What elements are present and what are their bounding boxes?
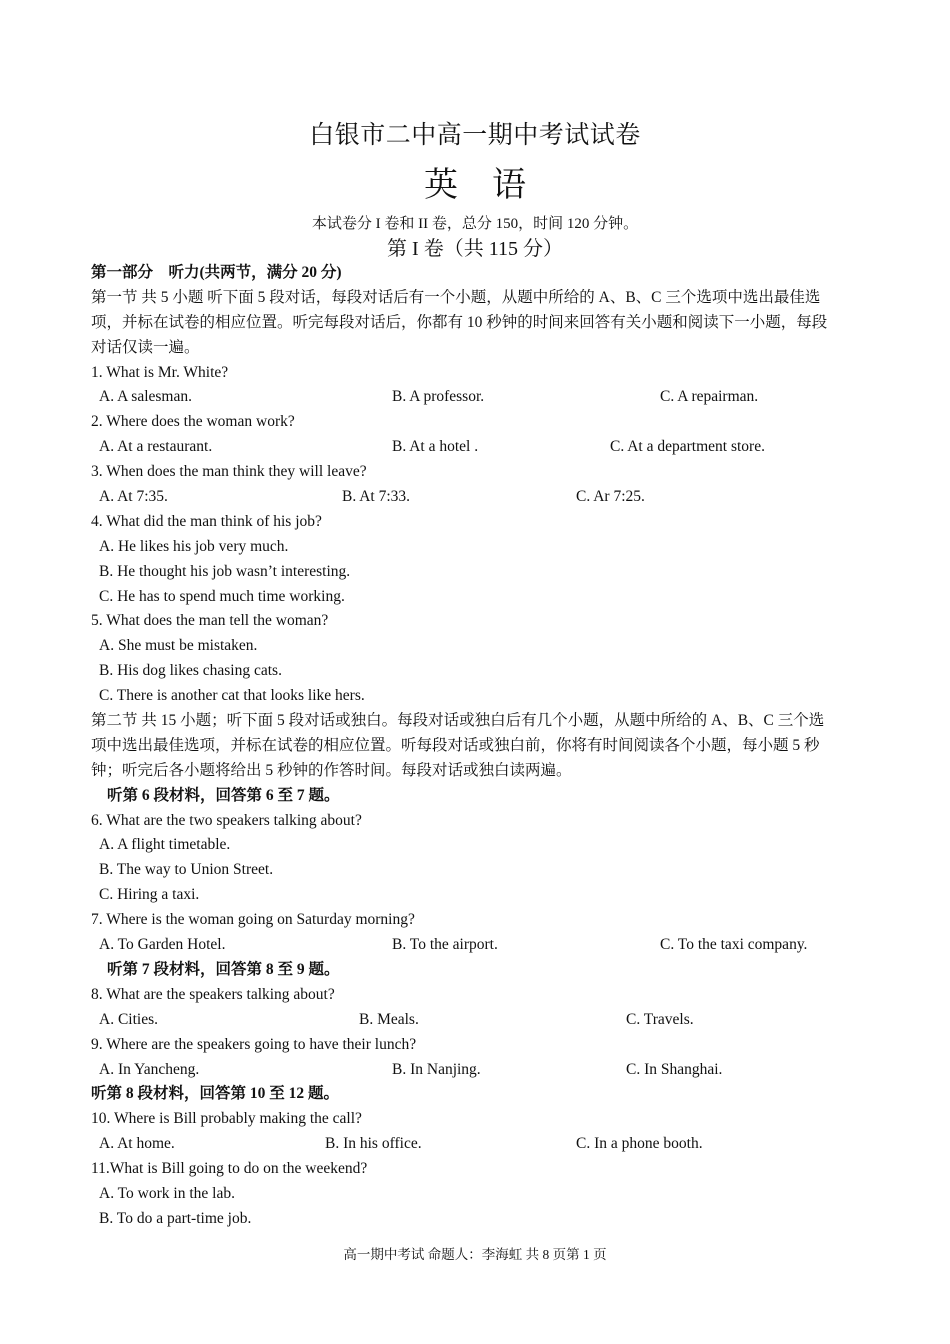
- page-footer: 高一期中考试 命题人：李海虹 共 8 页第 1 页: [343, 1247, 607, 1262]
- question-stem: 7. Where is the woman going on Saturday morning?: [91, 911, 415, 929]
- exam-title: 白银市二中高一期中考试试卷: [309, 122, 641, 149]
- question-stem: 4. What did the man think of his job?: [91, 512, 322, 530]
- option-c: C. A repairman.: [660, 388, 759, 406]
- section2-instruction-line: 钟；听完后各小题将给出 5 秒钟的作答时间。每段对话或独白读两遍。: [91, 761, 572, 779]
- option-row: [91, 385, 861, 410]
- section1-instruction-line: 对话仅读一遍。: [91, 338, 200, 356]
- option-a: A. At 7:35.: [99, 488, 168, 506]
- option-a: A. To work in the lab.: [99, 1184, 235, 1202]
- subject-title: 英 语: [424, 167, 526, 204]
- option-b: B. A professor.: [392, 388, 485, 406]
- option-c: C. In a phone booth.: [576, 1135, 703, 1153]
- question-stem: 5. What does the man tell the woman?: [91, 612, 329, 630]
- option-b: B. His dog likes chasing cats.: [99, 662, 282, 680]
- volume-title: 第 I 卷（共 115 分）: [387, 238, 563, 260]
- question-stem: 11.What is Bill going to do on the weekend?: [91, 1160, 368, 1178]
- option-a: A. She must be mistaken.: [99, 637, 258, 655]
- option-c: C. In Shanghai.: [626, 1060, 723, 1078]
- option-b: B. At a hotel .: [392, 438, 479, 456]
- option-b: B. At 7:33.: [342, 488, 411, 506]
- option-c: C. Ar 7:25.: [576, 488, 645, 506]
- question-stem: 2. Where does the woman work?: [91, 413, 295, 431]
- option-c: C. To the taxi company.: [660, 936, 808, 954]
- option-a: A. To Garden Hotel.: [99, 936, 226, 954]
- question-stem: 9. Where are the speakers going to have their lunch?: [91, 1035, 417, 1053]
- question-stem: 3. When does the man think they will leave?: [91, 463, 367, 481]
- option-b: B. Meals.: [359, 1010, 419, 1028]
- option-c: C. Hiring a taxi.: [99, 886, 200, 904]
- option-b: B. To the airport.: [392, 936, 498, 954]
- section1-instruction-line: 项，并标在试卷的相应位置。听完每段对话后，你都有 10 秒钟的时间来回答有关小题和阅读下一小题，每段: [91, 313, 828, 331]
- option-b: B. In his office.: [325, 1135, 422, 1153]
- option-c: C. There is another cat that looks like hers.: [99, 687, 365, 705]
- option-a: A. He likes his job very much.: [99, 537, 289, 555]
- option-a: A. At a restaurant.: [99, 438, 213, 456]
- option-a: A. A flight timetable.: [99, 836, 231, 854]
- option-row: [91, 1008, 861, 1033]
- option-row: [91, 435, 861, 460]
- part1-heading: 第一部分 听力(共两节，满分 20 分): [91, 264, 342, 281]
- option-row: [91, 485, 861, 510]
- question-stem: 8. What are the speakers talking about?: [91, 985, 335, 1003]
- option-b: B. To do a part-time job.: [99, 1209, 252, 1227]
- section2-instruction-line: 项中选出最佳选项，并标在试卷的相应位置。听每段对话或独白前，你将有时间阅读各个小题，每小题 5 秒: [91, 736, 820, 754]
- option-a: A. At home.: [99, 1135, 175, 1153]
- material-heading: 听第 6 段材料，回答第 6 至 7 题。: [107, 786, 340, 804]
- material-heading: 听第 7 段材料，回答第 8 至 9 题。: [107, 960, 340, 978]
- option-row: [91, 1132, 861, 1157]
- question-stem: 10. Where is Bill probably making the call?: [91, 1110, 362, 1128]
- material-heading: 听第 8 段材料，回答第 10 至 12 题。: [91, 1085, 340, 1103]
- option-a: A. A salesman.: [99, 388, 192, 406]
- option-a: A. Cities.: [99, 1010, 158, 1028]
- option-a: A. In Yancheng.: [99, 1060, 200, 1078]
- option-row: [91, 1058, 861, 1083]
- question-stem: 1. What is Mr. White?: [91, 363, 229, 381]
- option-b: B. The way to Union Street.: [99, 861, 274, 879]
- option-c: C. He has to spend much time working.: [99, 587, 345, 605]
- question-stem: 6. What are the two speakers talking about?: [91, 811, 362, 829]
- section2-instruction-line: 第二节 共 15 小题；听下面 5 段对话或独白。每段对话或独白后有几个小题，从题中所给的 A、B、C 三个选: [91, 712, 825, 730]
- option-b: B. In Nanjing.: [392, 1060, 481, 1078]
- section1-instruction-line: 第一节 共 5 小题 听下面 5 段对话，每段对话后有一个小题，从题中所给的 A、B、C 三个选项中选出最佳选: [91, 288, 821, 306]
- option-row: [91, 933, 861, 958]
- option-c: C. Travels.: [626, 1010, 694, 1028]
- option-c: C. At a department store.: [610, 438, 765, 456]
- option-b: B. He thought his job wasn’t interesting.: [99, 562, 351, 580]
- exam-note: 本试卷分 I 卷和 II 卷，总分 150，时间 120 分钟。: [311, 216, 639, 232]
- exam-content: [91, 261, 861, 1232]
